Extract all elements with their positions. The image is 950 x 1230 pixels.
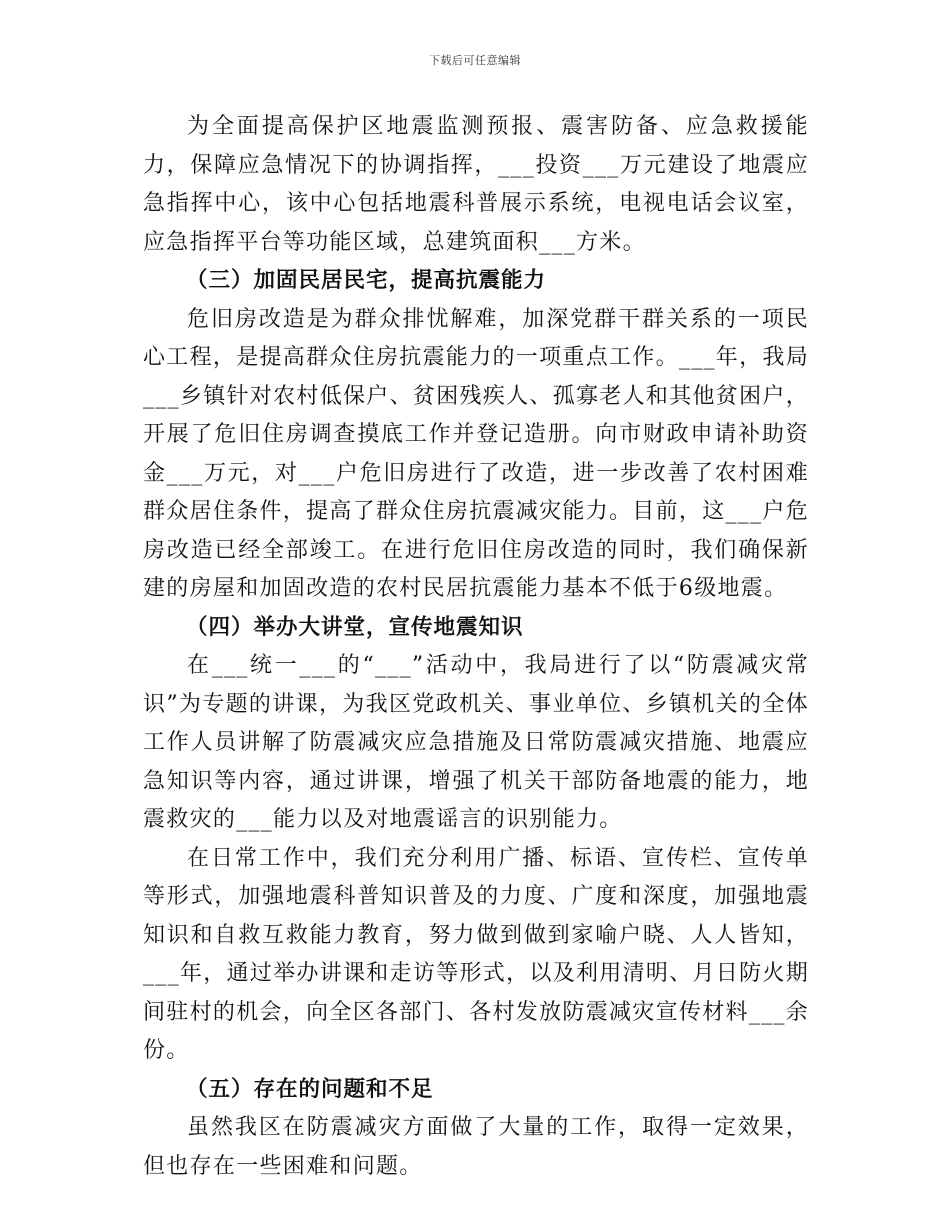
paragraph-command-center: 为全面提高保护区地震监测预报、震害防备、应急救援能力，保障应急情况下的协调指挥，___投资___万元建设了地震应急指挥中心，该中心包括地震科普展示系统，电视电话会议室，应急指挥平台等功能区域，总建筑面积___方米。	[143, 114, 809, 255]
page-header: 下载后可任意编辑	[429, 54, 521, 67]
section-heading-4: （四）举办大讲堂，宣传地震知识	[186, 614, 524, 640]
section-heading-3: （三）加固民居民宅，提高抗震能力	[186, 268, 547, 293]
paragraph-problems: 虽然我区在防震减灾方面做了大量的工作，取得一定效果，但也存在一些困难和问题。	[143, 1115, 809, 1179]
paragraph-housing-renovation: 危旧房改造是为群众排忧解难，加深党群干群关系的一项民心工程，是提高群众住房抗震能力的一项重点工作。___年，我局___乡镇针对农村低保户、贫困残疾人、孤寡老人和其他贫困户，开展了危旧住房调查摸底工作并登记造册。向市财政申请补助资金___万元，对___户危旧房进行了改造，进一步改善了农村困难群众居住条件，提高了群众住房抗震减灾能力。目前，这___户危房改造已经全部竣工。在进行危旧住房改造的同时，我们确保新建的房屋和加固改造的农村民居抗震能力基本不低于6级地震。	[143, 306, 810, 601]
document-body	[143, 108, 809, 1186]
paragraph-lecture: 在___统一___的“___”活动中，我局进行了以“防震减灾常识”为专题的讲课，为我区党政机关、事业单位、乡镇机关的全体工作人员讲解了防震减灾应急措施及日常防震减灾措施、地震应急知识等内容，通过讲课，增强了机关干部防备地震的能力，地震救灾的___能力以及对地震谣言的识别能力。	[143, 653, 809, 832]
section-heading-5: （五）存在的问题和不足	[186, 1076, 434, 1102]
paragraph-daily-publicity: 在日常工作中，我们充分利用广播、标语、宣传栏、宣传单等形式，加强地震科普知识普及的力度、广度和深度，加强地震知识和自救互救能力教育，努力做到做到家喻户晓、人人皆知，___年，通过举办讲课和走访等形式，以及利用清明、月日防火期间驻村的机会，向全区各部门、各村发放防震减灾宣传材料___余份。	[143, 845, 810, 1063]
